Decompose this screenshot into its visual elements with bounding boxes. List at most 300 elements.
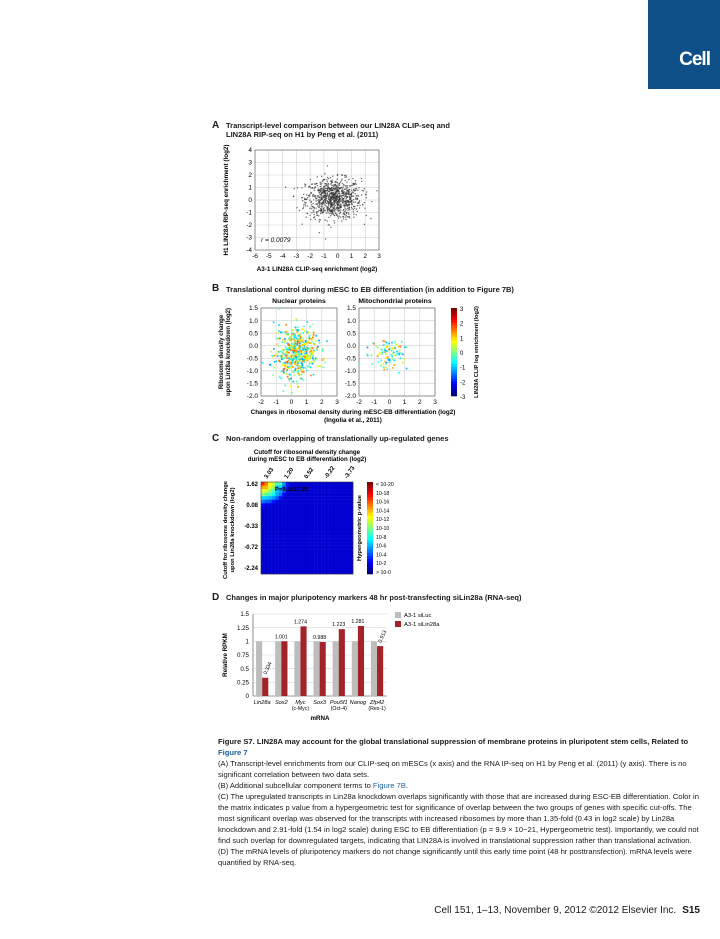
heatmap-cell: [349, 567, 353, 571]
data-point: [296, 358, 298, 360]
heatmap-cell: [349, 496, 353, 500]
data-point: [348, 191, 349, 192]
data-point: [326, 179, 327, 180]
heatmap-cell: [303, 542, 307, 546]
heatmap-cell: [335, 524, 339, 528]
heatmap-cell: [332, 510, 336, 514]
data-point: [352, 184, 353, 185]
heatmap-cell: [328, 546, 332, 550]
data-point: [339, 193, 340, 194]
colorbar-segment: [367, 482, 373, 485]
data-point: [323, 366, 325, 368]
data-point: [296, 348, 298, 350]
heatmap-cell: [342, 493, 346, 497]
heatmap-cell: [342, 570, 346, 574]
heatmap-cell: [311, 542, 315, 546]
heatmap-cell: [307, 542, 311, 546]
y-tick-label: 0.5: [240, 665, 249, 673]
colorbar-segment: [451, 320, 457, 323]
heatmap-cell: [265, 507, 269, 511]
colorbar-segment: [367, 507, 373, 510]
panel-b-title: Translational control during mESC to EB differentiation (in addition to Figure 7B): [226, 285, 514, 294]
data-point: [310, 352, 312, 354]
heatmap-cell: [279, 500, 283, 504]
heatmap-cell: [296, 563, 300, 567]
data-point: [337, 196, 338, 197]
heatmap-cell: [332, 496, 336, 500]
heatmap-cell: [261, 528, 265, 532]
heatmap-cell: [275, 532, 279, 536]
heatmap-cell: [346, 517, 350, 521]
data-point: [341, 197, 342, 198]
data-point: [313, 361, 315, 363]
data-point: [337, 186, 338, 187]
data-point: [332, 175, 333, 176]
data-point: [313, 206, 314, 207]
data-point: [276, 343, 278, 345]
footer-citation: Cell 151, 1–13, November 9, 2012 ©2012 Elsevier Inc.: [434, 905, 677, 916]
heatmap-cell: [339, 510, 343, 514]
data-point: [343, 205, 344, 206]
heatmap-cell: [318, 514, 322, 518]
heatmap-cell: [335, 563, 339, 567]
data-point: [363, 188, 364, 189]
heatmap-cell: [307, 570, 311, 574]
heatmap-cell: [346, 510, 350, 514]
heatmap-cell: [307, 496, 311, 500]
data-point: [313, 211, 314, 212]
data-point: [304, 183, 305, 184]
heatmap-cell: [321, 486, 325, 490]
data-point: [291, 346, 293, 348]
heatmap-cell: [282, 553, 286, 557]
data-point: [347, 200, 348, 201]
data-point: [327, 212, 328, 213]
heatmap-cell: [261, 539, 265, 543]
data-point: [341, 205, 342, 206]
data-point: [351, 202, 352, 203]
heatmap-cell: [300, 567, 304, 571]
heatmap-cell: [311, 553, 315, 557]
data-point: [383, 348, 385, 350]
heatmap-cell: [342, 553, 346, 557]
data-point: [385, 366, 387, 368]
heatmap-cell: [300, 514, 304, 518]
category-sublabel: (Oct-4): [330, 706, 347, 712]
x-tick-label: 1: [402, 399, 407, 406]
heatmap-cell: [311, 528, 315, 532]
data-point: [303, 194, 304, 195]
data-point: [306, 321, 308, 323]
heatmap-cell: [275, 528, 279, 532]
heatmap-cell: [293, 563, 297, 567]
heatmap-col-label: 0.52: [303, 467, 316, 481]
heatmap-cell: [275, 570, 279, 574]
heatmap-cell: [339, 549, 343, 553]
data-point: [328, 204, 329, 205]
data-point: [286, 373, 288, 375]
data-point: [316, 211, 317, 212]
colorbar-segment: [451, 352, 457, 355]
data-point: [333, 220, 334, 221]
data-point: [327, 201, 328, 202]
x-axis-label-line2: (Ingolia et al., 2011): [324, 417, 382, 424]
heatmap-cell: [272, 563, 276, 567]
data-point: [296, 207, 297, 208]
data-point: [329, 197, 330, 198]
heatmap-cell: [349, 482, 353, 486]
heatmap-cell: [339, 528, 343, 532]
data-point: [327, 192, 328, 193]
heatmap-cell: [286, 560, 290, 564]
colorbar-tick: > 10-0: [376, 570, 391, 576]
heatmap-cell: [342, 496, 346, 500]
heatmap-cell: [272, 556, 276, 560]
heatmap-cell: [349, 528, 353, 532]
data-point: [311, 208, 312, 209]
heatmap-cell: [321, 563, 325, 567]
heatmap-cell: [332, 486, 336, 490]
data-point: [299, 210, 300, 211]
category-label: Myc: [295, 700, 306, 706]
heatmap-cell: [296, 510, 300, 514]
x-tick-label: 3: [335, 399, 339, 406]
panel-d-bar-chart: [215, 606, 445, 722]
data-point: [280, 350, 282, 352]
data-point: [331, 195, 332, 196]
data-point: [346, 196, 347, 197]
heatmap-cell: [314, 549, 318, 553]
y-tick-label: 0: [248, 197, 252, 205]
data-point: [302, 197, 303, 198]
heatmap-cell: [332, 500, 336, 504]
data-point: [326, 212, 327, 213]
data-point: [331, 185, 332, 186]
data-point: [315, 219, 316, 220]
colorbar-segment: [451, 373, 457, 376]
data-point: [353, 213, 354, 214]
heatmap-cell: [279, 553, 283, 557]
heatmap-cell: [261, 510, 265, 514]
data-point: [334, 197, 335, 198]
heatmap-cell: [346, 528, 350, 532]
heatmap-cell: [272, 524, 276, 528]
heatmap-cell: [293, 539, 297, 543]
colorbar-segment: [451, 323, 457, 326]
heatmap-cell: [318, 528, 322, 532]
y-tick-label: 0.0: [346, 342, 356, 350]
heatmap-cell: [346, 493, 350, 497]
data-point: [389, 361, 391, 363]
data-point: [349, 196, 350, 197]
colorbar-label: LIN28A CLIP log enrichment (log2): [474, 306, 480, 398]
heatmap-cell: [335, 542, 339, 546]
heatmap-cell: [289, 563, 293, 567]
heatmap-cell: [314, 539, 318, 543]
heatmap-cell: [289, 503, 293, 507]
heatmap-cell: [325, 553, 329, 557]
heatmap-cell: [268, 563, 272, 567]
category-label: Lin28a: [253, 700, 271, 706]
heatmap-cell: [332, 549, 336, 553]
category-sublabel: (Rex-1): [368, 706, 386, 712]
heatmap-cell: [349, 507, 353, 511]
y-tick-label: 1.0: [346, 317, 356, 325]
heatmap-cell: [293, 493, 297, 497]
data-point: [285, 331, 287, 333]
colorbar-segment: [451, 384, 457, 387]
data-point: [316, 213, 317, 214]
correlation-annotation: r = 0.0079: [261, 237, 291, 244]
data-point: [320, 219, 321, 220]
colorbar-tick: 10-18: [376, 490, 390, 497]
colorbar-segment: [367, 491, 373, 494]
data-point: [294, 188, 295, 189]
heatmap-cell: [275, 549, 279, 553]
heatmap-cell: [335, 489, 339, 493]
y-tick-label: 1: [248, 184, 252, 192]
data-point: [308, 363, 310, 365]
heatmap-cell: [339, 539, 343, 543]
data-point: [309, 200, 310, 201]
colorbar-tick: 10-12: [376, 517, 390, 524]
heatmap-cell: [328, 556, 332, 560]
data-point: [386, 368, 388, 370]
heatmap-cell: [293, 503, 297, 507]
data-point: [296, 380, 298, 382]
data-point: [385, 346, 387, 348]
heatmap-cell: [279, 570, 283, 574]
data-point: [346, 185, 347, 186]
data-point: [330, 177, 331, 178]
colorbar-segment: [367, 488, 373, 491]
data-point: [304, 202, 305, 203]
data-point: [291, 392, 293, 394]
bar-siluc: [294, 641, 300, 696]
heatmap-cell: [265, 528, 269, 532]
heatmap-cell: [321, 517, 325, 521]
data-point: [334, 185, 335, 186]
heatmap-cell: [342, 521, 346, 525]
data-point: [296, 331, 298, 333]
data-point: [370, 218, 371, 219]
data-point: [301, 373, 303, 375]
data-point: [296, 383, 298, 385]
heatmap-cell: [286, 549, 290, 553]
data-point: [344, 201, 345, 202]
data-point: [309, 362, 311, 364]
heatmap-cell: [282, 503, 286, 507]
caption-title-link[interactable]: Figure 7: [218, 748, 248, 757]
heatmap-cell: [335, 532, 339, 536]
colorbar-segment: [367, 528, 373, 531]
heatmap-cell: [321, 500, 325, 504]
colorbar-segment: [367, 571, 373, 574]
x-tick-label: -1: [320, 253, 327, 260]
data-point: [339, 215, 340, 216]
heatmap-cell: [265, 556, 269, 560]
heatmap-cell: [268, 567, 272, 571]
heatmap-cell: [314, 514, 318, 518]
data-point: [307, 340, 309, 342]
heatmap-cell: [349, 546, 353, 550]
heatmap-cell: [311, 493, 315, 497]
heatmap-cell: [314, 535, 318, 539]
heatmap-cell: [303, 556, 307, 560]
panel-a-letter: A: [212, 120, 220, 131]
heatmap-cell: [311, 521, 315, 525]
heatmap-cell: [349, 532, 353, 536]
heatmap-cell: [303, 503, 307, 507]
heatmap-cell: [265, 539, 269, 543]
y-tick-label: 1.0: [248, 317, 258, 325]
heatmap-cell: [265, 546, 269, 550]
y-tick-label: -3: [246, 234, 252, 242]
heatmap-cell: [307, 567, 311, 571]
colorbar-segment: [367, 503, 373, 506]
heatmap-cell: [321, 539, 325, 543]
data-point: [366, 215, 367, 216]
heatmap-cell: [307, 546, 311, 550]
heatmap-cell: [261, 524, 265, 528]
heatmap-cell: [272, 532, 276, 536]
data-point: [349, 198, 350, 199]
heatmap-cell: [303, 482, 307, 486]
heatmap-cell: [268, 570, 272, 574]
data-point: [311, 187, 312, 188]
heatmap-cell: [261, 532, 265, 536]
heatmap-cell: [339, 570, 343, 574]
bar-silin28a: [320, 642, 326, 696]
data-point: [382, 363, 384, 365]
heatmap-cell: [321, 496, 325, 500]
data-point: [344, 208, 345, 209]
data-point: [312, 196, 313, 197]
data-point: [390, 354, 392, 356]
heatmap-cell: [265, 486, 269, 490]
data-point: [346, 181, 347, 182]
data-point: [332, 206, 333, 207]
heatmap-cell: [289, 528, 293, 532]
heatmap-cell: [261, 542, 265, 546]
caption-b-link[interactable]: Figure 7B: [372, 781, 406, 790]
heatmap-cell: [300, 549, 304, 553]
heatmap-cell: [265, 493, 269, 497]
y-axis-label: H1 LIN28A RIP-seq enrichment (log2): [223, 144, 230, 256]
data-point: [277, 355, 279, 357]
heatmap-cell: [272, 549, 276, 553]
heatmap-cell: [311, 496, 315, 500]
heatmap-cell: [311, 510, 315, 514]
data-point: [335, 205, 336, 206]
data-point: [317, 196, 318, 197]
heatmap-cell: [346, 489, 350, 493]
data-point: [383, 369, 385, 371]
data-point: [405, 346, 407, 348]
data-point: [318, 210, 319, 211]
heatmap-cell: [335, 556, 339, 560]
bar-siluc: [275, 641, 281, 696]
data-point: [315, 207, 316, 208]
heatmap-cell: [346, 482, 350, 486]
heatmap-cell: [311, 514, 315, 518]
heatmap-cell: [303, 549, 307, 553]
data-point: [313, 214, 314, 215]
heatmap-cell: [325, 528, 329, 532]
data-point: [318, 215, 319, 216]
data-point: [294, 343, 296, 345]
data-point: [323, 197, 324, 198]
data-point: [299, 338, 301, 340]
heatmap-cell: [328, 563, 332, 567]
data-point: [343, 192, 344, 193]
heatmap-cell: [268, 486, 272, 490]
heatmap-cell: [335, 500, 339, 504]
heatmap-cell: [282, 510, 286, 514]
data-point: [317, 176, 318, 177]
heatmap-cell: [282, 507, 286, 511]
heatmap-cell: [325, 514, 329, 518]
colorbar-tick: 0: [460, 351, 464, 357]
data-point: [325, 210, 326, 211]
heatmap-cell: [282, 563, 286, 567]
heatmap-cell: [300, 493, 304, 497]
heatmap-cell: [332, 556, 336, 560]
x-tick-label: -1: [273, 399, 280, 406]
data-point: [310, 374, 312, 376]
heatmap-cell: [282, 560, 286, 564]
data-point: [336, 187, 337, 188]
colorbar-tick: 2: [460, 321, 464, 328]
heatmap-cell: [332, 532, 336, 536]
data-point: [286, 369, 288, 371]
y-tick-label: -1.0: [344, 368, 356, 376]
y-tick-label: 1.5: [240, 611, 249, 619]
colorbar-segment: [367, 549, 373, 552]
data-point: [355, 197, 356, 198]
heatmap-cell: [346, 514, 350, 518]
data-point: [333, 207, 334, 208]
heatmap-cell: [293, 528, 297, 532]
data-point: [391, 355, 393, 357]
heatmap-cell: [272, 510, 276, 514]
heatmap-cell: [318, 539, 322, 543]
data-point: [282, 357, 284, 359]
heatmap-cell: [300, 539, 304, 543]
heatmap-cell: [307, 507, 311, 511]
x-tick-label: 1: [349, 253, 354, 260]
data-point: [320, 208, 321, 209]
data-point: [327, 220, 328, 221]
data-point: [333, 192, 334, 193]
heatmap-cell: [335, 546, 339, 550]
colorbar-segment: [451, 355, 457, 358]
heatmap-cell: [268, 507, 272, 511]
data-point: [343, 184, 344, 185]
heatmap-cell: [286, 493, 290, 497]
y-tick-label: 1.25: [236, 624, 249, 632]
heatmap-cell: [314, 489, 318, 493]
colorbar-segment: [451, 393, 457, 396]
heatmap-cell: [275, 535, 279, 539]
data-point: [331, 187, 332, 188]
data-point: [385, 353, 387, 355]
heatmap-cell: [282, 496, 286, 500]
data-point: [346, 176, 347, 177]
heatmap-cell: [318, 486, 322, 490]
heatmap-cell: [279, 549, 283, 553]
data-point: [308, 354, 310, 356]
